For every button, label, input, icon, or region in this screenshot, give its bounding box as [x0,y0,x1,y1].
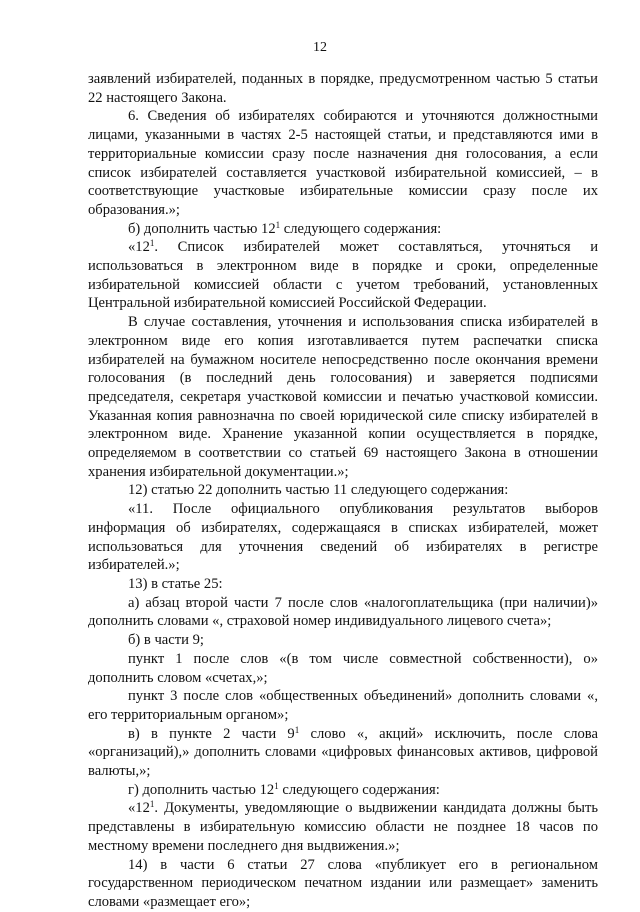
paragraph-text: пункт 1 после слов «(в том числе совместной собственности), о» дополнить словом «счетах,»; [88,650,598,686]
superscript: 1 [274,780,279,791]
paragraph [88,220,598,239]
paragraph [88,313,598,481]
superscript: 1 [149,799,155,810]
paragraph-text: В случае составления, уточнения и использования списка избирателей в электронном виде его копия изготавливается путем распечатки списка избирателей на бумажном носителе непосредственно после окончания времени голосования (в последний день голосования) и заверяется подписями председателя, секретаря участковой комиссии и печатью участковой комиссии. Указанная копия равнозначна по своей юридической силе списку избирателей в электронном виде. Хранение указанной копии осуществляется в порядке, определяемом в соответствии со статьей 69 настоящего Закона в отношении хранения избирательной документации.»; [88,314,598,480]
paragraph-text-continued: . Документы, уведомляющие о выдвижении кандидата должны быть представлены в избирательную комиссию области не позднее 18 часов по местному времени последнего дня выдвижения.»; [88,800,598,854]
paragraph-text-continued: следующего содержания: [280,220,442,237]
paragraph [88,107,598,219]
paragraph [88,500,598,575]
superscript: 1 [275,219,281,230]
paragraph-text-continued: следующего содержания: [278,781,440,798]
paragraph-text: г) дополнить частью 12 [128,781,275,798]
page-number: 12 [313,40,327,55]
paragraph [88,799,598,855]
paragraph-text: 14) в части 6 статьи 27 слова «публикует его в региональном государственном периодическом печатном издании или размещает» заменить словами «размещает его»; [88,856,598,910]
superscript: 1 [294,724,300,735]
paragraph [88,70,598,107]
paragraph-text: 12) статью 22 дополнить частью 11 следующего содержания: [128,482,509,499]
paragraph [88,856,598,912]
paragraph [88,238,598,313]
paragraph-text: «11. После официального опубликования результатов выборов информация об избирателях, содержащаяся в списках избирателей, может использоваться для уточнения сведений об избирателях в регистре избирателей.»; [88,501,598,574]
paragraph-text: «12 [128,800,150,817]
paragraph-text: пункт 3 после слов «общественных объединений» дополнить словами «, его территориальным органом»; [88,688,598,723]
paragraph [88,575,598,594]
paragraph-text: 13) в статье 25: [128,575,223,592]
paragraph [88,781,598,800]
paragraph [88,687,598,724]
document-body [88,70,598,912]
superscript: 1 [149,238,155,249]
paragraph-text: б) дополнить частью 12 [128,220,276,237]
paragraph [88,650,598,687]
paragraph [88,631,598,650]
paragraph-text: в) в пункте 2 части 9 [128,725,295,742]
paragraph [88,725,598,781]
paragraph [88,481,598,500]
paragraph-text: 6. Сведения об избирателях собираются и уточняются должностными лицами, указанными в частях 2-5 настоящей статьи, и представляются ими в территориальные комиссии сразу после назначения дня голосования, а если список избирателей составляется участковой избирательной комиссией, – в соответствующие участковые избирательные комиссии сразу после их образования.»; [88,108,598,218]
paragraph-text: а) абзац второй части 7 после слов «налогоплательщика (при наличии)» дополнить словами «, страховой номер индивидуального лицевого счета»; [88,594,598,630]
paragraph-text-continued: . Список избирателей может составляться, уточняться и использоваться в электронном виде в порядке и сроки, определенные избирательной комиссией области с учетом требований, установленных Центральной избирательной комиссией Российской Федерации. [88,239,598,312]
paragraph-text-continued: слово «, акций» исключить, после слова «организаций),» дополнить словами «цифровых финансовых активов, цифровой валюты,»; [88,725,598,780]
paragraph-text: б) в части 9; [128,632,204,649]
paragraph [88,594,598,631]
paragraph-text: заявлений избирателей, поданных в порядке, предусмотренном частью 5 статьи 22 настоящего Закона. [88,71,598,106]
paragraph-text: «12 [128,239,150,256]
